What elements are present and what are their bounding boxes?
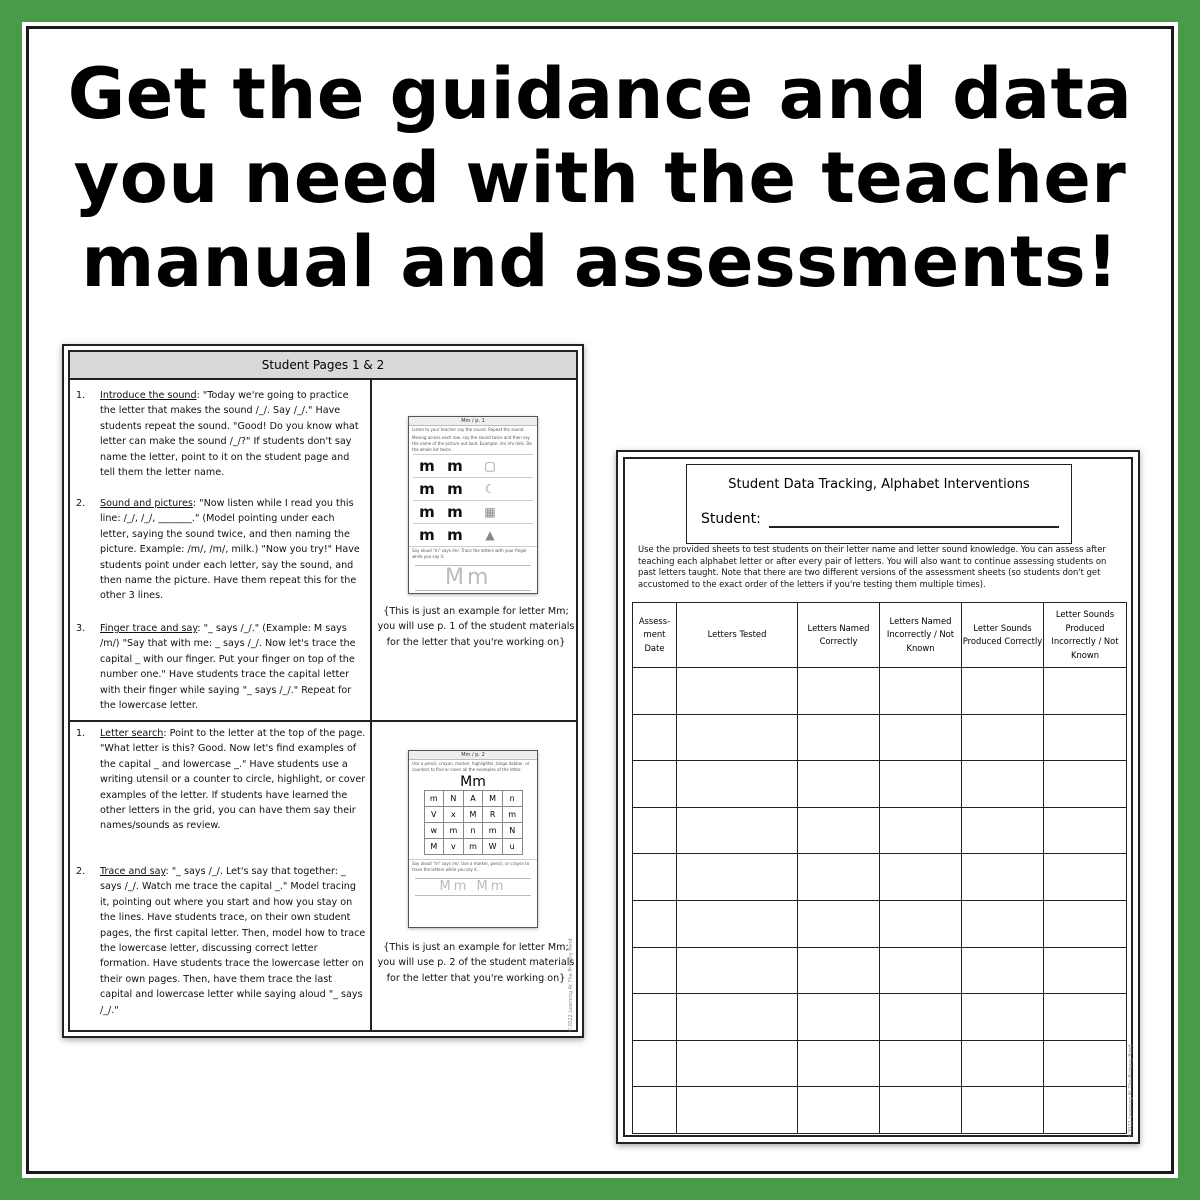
headline (40, 52, 1160, 304)
grid-cell: u (503, 839, 523, 855)
grid-cell: m (425, 791, 445, 807)
table-cell[interactable] (677, 1040, 798, 1087)
letter: m (447, 457, 463, 475)
table-cell[interactable] (633, 947, 677, 994)
table-cell[interactable] (677, 1087, 798, 1134)
table-cell[interactable] (798, 761, 880, 808)
step-label: Finger trace and say (100, 623, 198, 634)
step-trace-and-say (76, 864, 366, 1018)
caption-page-1: {This is just an example for letter Mm; you will use p. 1 of the student materials for the letter that you're working on} (377, 606, 575, 648)
table-cell[interactable] (962, 761, 1044, 808)
table-cell[interactable] (962, 1040, 1044, 1087)
headline-line-1: Get the guidance and data (67, 53, 1133, 135)
student-page-1-thumbnail (408, 416, 538, 594)
table-cell[interactable] (633, 807, 677, 854)
grid-cell: m (483, 823, 503, 839)
table-cell[interactable] (880, 1087, 962, 1134)
moon-icon: ☾ (484, 482, 496, 496)
grid-cell: M (483, 791, 503, 807)
step-text: : "Now listen while I read you this line: /_/, /_/, _______." (Model pointing under each letter, saying the sound twice, and then naming the picture. Example: /m/, /m/, milk.) "Now you try!" Have students point under each letter, say the sound, and then name the picture. Have them repeat this for the other 3 lines. (100, 498, 360, 602)
table-cell[interactable] (962, 994, 1044, 1041)
step-number: 1. (76, 728, 86, 739)
table-cell[interactable] (798, 994, 880, 1041)
table-header-row (633, 603, 1127, 668)
grid-cell: w (425, 823, 445, 839)
column-header: Letters Tested (677, 603, 798, 668)
table-cell[interactable] (962, 668, 1044, 715)
thumbnail-footer: Say aloud "m" says /m/. Trace the letters with your finger while you say it. (409, 546, 537, 561)
table-cell[interactable] (677, 854, 798, 901)
step-number: 2. (76, 498, 86, 509)
map-icon: ▦ (484, 505, 496, 519)
step-finger-trace (76, 621, 366, 713)
table-cell[interactable] (1044, 668, 1127, 715)
grid-cell: v (444, 839, 464, 855)
grid-cell: V (425, 807, 445, 823)
table-row (633, 807, 1127, 854)
step-label: Letter search (100, 728, 164, 739)
letter: m (419, 526, 435, 544)
table-cell[interactable] (1044, 854, 1127, 901)
table-cell[interactable] (880, 854, 962, 901)
table-cell[interactable] (677, 714, 798, 761)
headline-line-3: manual and assessments! (81, 221, 1119, 303)
thumbnail-footer: Say aloud "m" says /m/. Use a marker, pencil, or crayon to trace the letters while you say it. (409, 859, 537, 874)
table-cell[interactable] (880, 900, 962, 947)
grid-cell: N (503, 823, 523, 839)
table-cell[interactable] (880, 994, 962, 1041)
table-row (633, 714, 1127, 761)
copyright: ©2022 Learning At The Primary Pond (568, 938, 574, 1032)
step-number: 3. (76, 623, 86, 634)
column-divider (370, 380, 372, 1030)
thumbnail-header: Mm / p. 1 (409, 417, 537, 426)
table-cell[interactable] (677, 994, 798, 1041)
step-number: 2. (76, 866, 86, 877)
table-cell[interactable] (677, 900, 798, 947)
table-cell[interactable] (962, 807, 1044, 854)
grid-cell: x (444, 807, 464, 823)
letter: m (447, 526, 463, 544)
table-cell[interactable] (1044, 807, 1127, 854)
table-cell[interactable] (880, 714, 962, 761)
step-introduce-sound (76, 388, 366, 480)
thumbnail-instruction: Use a pencil, crayon, marker, highlighter, bingo dabber, or counters to find or cover all the examples of the letter. (412, 761, 530, 772)
table-cell[interactable] (880, 668, 962, 715)
table-cell[interactable] (798, 714, 880, 761)
letter: m (419, 480, 435, 498)
target-letter: Mm (460, 774, 486, 790)
table-cell[interactable] (633, 994, 677, 1041)
column-header: Letters Named Incorrectly / Not Known (880, 603, 962, 668)
letter: m (447, 503, 463, 521)
grid-cell: N (444, 791, 464, 807)
page-title: Student Pages 1 & 2 (70, 352, 576, 380)
table-cell[interactable] (1044, 1040, 1127, 1087)
table-cell[interactable] (677, 807, 798, 854)
letter-row (413, 454, 533, 477)
table-cell[interactable] (677, 668, 798, 715)
step-number: 1. (76, 390, 86, 401)
table-cell[interactable] (1044, 714, 1127, 761)
step-letter-search (76, 726, 366, 834)
table-cell[interactable] (962, 1087, 1044, 1134)
mushroom-icon: ▲ (485, 528, 495, 542)
table-cell[interactable] (677, 761, 798, 808)
grid-cell: M (464, 807, 484, 823)
data-tracking-page (616, 450, 1140, 1144)
step-text: : "_ says /_/. Let's say that together: _ says /_/. Watch me trace the capital _." Model tracing it, pointing out where you start and how you stay on the lines. Have students trace, on their own student pages, the first capital letter. Then, model how to trace the lowercase letter, discussing correct letter formation. Have students trace the lowercase letter on their own pages. Then, have them trace the last capital and lowercase letter while saying aloud "_ says /_/." (100, 866, 366, 1016)
thumbnail-instruction: Moving across each row, say the sound twice and then say the name of the picture out loud. Example: /m/ /m/ milk. Do the whole list twice. (412, 435, 532, 452)
step-text: : "Today we're going to practice the letter that makes the sound /_/. Say /_/." Have students repeat the sound. "Good! Do you know what letter can make the sound /_/?" If students don't say name the letter, point to it on the student page and tell them the letter name. (100, 390, 359, 479)
table-cell[interactable] (962, 947, 1044, 994)
table-cell[interactable] (1044, 994, 1127, 1041)
tracking-table (632, 602, 1127, 1134)
trace-letters: Mm (415, 565, 531, 591)
grid-cell: A (464, 791, 484, 807)
table-cell[interactable] (633, 668, 677, 715)
column-header: Assess-ment Date (633, 603, 677, 668)
grid-cell: R (483, 807, 503, 823)
table-cell[interactable] (1044, 1087, 1127, 1134)
student-label: Student: (701, 511, 761, 527)
grid-cell: m (444, 823, 464, 839)
table-cell[interactable] (633, 900, 677, 947)
table-cell[interactable] (962, 854, 1044, 901)
caption-page-2: {This is just an example for letter Mm; you will use p. 2 of the student materials for the letter that you're working on} (377, 942, 575, 984)
letter-row (413, 500, 533, 523)
table-cell[interactable] (633, 714, 677, 761)
student-name-line (769, 526, 1059, 528)
table-row (633, 761, 1127, 808)
column-header: Letter Sounds Produced Correctly (962, 603, 1044, 668)
table-row (633, 1040, 1127, 1087)
step-label: Trace and say (100, 866, 166, 877)
letter: m (419, 503, 435, 521)
table-cell[interactable] (798, 854, 880, 901)
table-cell[interactable] (1044, 900, 1127, 947)
table-cell[interactable] (677, 947, 798, 994)
table-cell[interactable] (880, 1040, 962, 1087)
table-cell[interactable] (962, 714, 1044, 761)
table-cell[interactable] (798, 1087, 880, 1134)
table-cell[interactable] (633, 1087, 677, 1134)
table-cell[interactable] (798, 947, 880, 994)
table-cell[interactable] (798, 807, 880, 854)
letter-row (413, 477, 533, 500)
table-row (633, 900, 1127, 947)
table-cell[interactable] (633, 761, 677, 808)
letter-row (413, 523, 533, 546)
thumbnail-header: Mm / p. 2 (409, 751, 537, 760)
teacher-manual-page (62, 344, 584, 1038)
thumbnail-instruction: Listen to your teacher say the sound. Repeat the sound. (412, 427, 525, 432)
grid-cell: m (464, 839, 484, 855)
table-row (633, 668, 1127, 715)
tracker-description: Use the provided sheets to test students on their letter name and letter sound knowledge. You can assess after teaching each alphabet letter or after every pair of letters. You will also want to continue assessing students on past letters taught. Note that there are two different versions of the assessment sheets (so students don't get accustomed to the exact order of the letters if you're testing them multiple times). (638, 544, 1107, 590)
table-cell[interactable] (633, 1040, 677, 1087)
table-cell[interactable] (633, 854, 677, 901)
grid-cell: n (464, 823, 484, 839)
table-row (633, 947, 1127, 994)
grid-cell: n (503, 791, 523, 807)
letter: m (419, 457, 435, 475)
table-cell[interactable] (798, 900, 880, 947)
table-cell[interactable] (798, 1040, 880, 1087)
grid-cell: m (503, 807, 523, 823)
table-cell[interactable] (880, 807, 962, 854)
headline-line-2: you need with the teacher (73, 137, 1127, 219)
student-page-2-thumbnail (408, 750, 538, 928)
step-text: : Point to the letter at the top of the page. "What letter is this? Good. Now let's find examples of the capital _ and lowercase _." Have students use a writing utensil or a counter to circle, highlight, or cover examples of the letter. If students have learned the other letters in the grid, you can have them say their names/sounds as review. (100, 728, 366, 832)
table-cell[interactable] (1044, 947, 1127, 994)
letter: m (447, 480, 463, 498)
table-cell[interactable] (962, 900, 1044, 947)
column-header: Letters Named Correctly (798, 603, 880, 668)
step-text: : "_ says /_/." (Example: M says /m/) "Say that with me: _ says /_/. Now let's trace the capital _ with our finger. Put your finger on top of the number one." Have students trace the capital letter with their finger while saying "_ says /_/." Repeat for the lowercase letter. (100, 623, 356, 712)
copyright: ©2022 Learning At The Primary Pond (1128, 1044, 1134, 1138)
table-cell[interactable] (880, 761, 962, 808)
table-cell[interactable] (880, 947, 962, 994)
table-cell[interactable] (1044, 761, 1127, 808)
grid-cell: W (483, 839, 503, 855)
trace-letters: Mm Mm (415, 878, 531, 896)
table-row (633, 854, 1127, 901)
grid-cell: M (425, 839, 445, 855)
step-sound-pictures (76, 496, 366, 604)
step-label: Sound and pictures (100, 498, 193, 509)
milk-icon: ▢ (484, 459, 496, 473)
table-row (633, 1087, 1127, 1134)
title-box (686, 464, 1072, 544)
table-cell[interactable] (798, 668, 880, 715)
row-divider (70, 720, 576, 722)
step-label: Introduce the sound (100, 390, 197, 401)
table-row (633, 994, 1127, 1041)
letter-search-grid (424, 790, 523, 855)
tracker-title: Student Data Tracking, Alphabet Interventions (728, 477, 1030, 492)
column-header: Letter Sounds Produced Incorrectly / Not Known (1044, 603, 1127, 668)
